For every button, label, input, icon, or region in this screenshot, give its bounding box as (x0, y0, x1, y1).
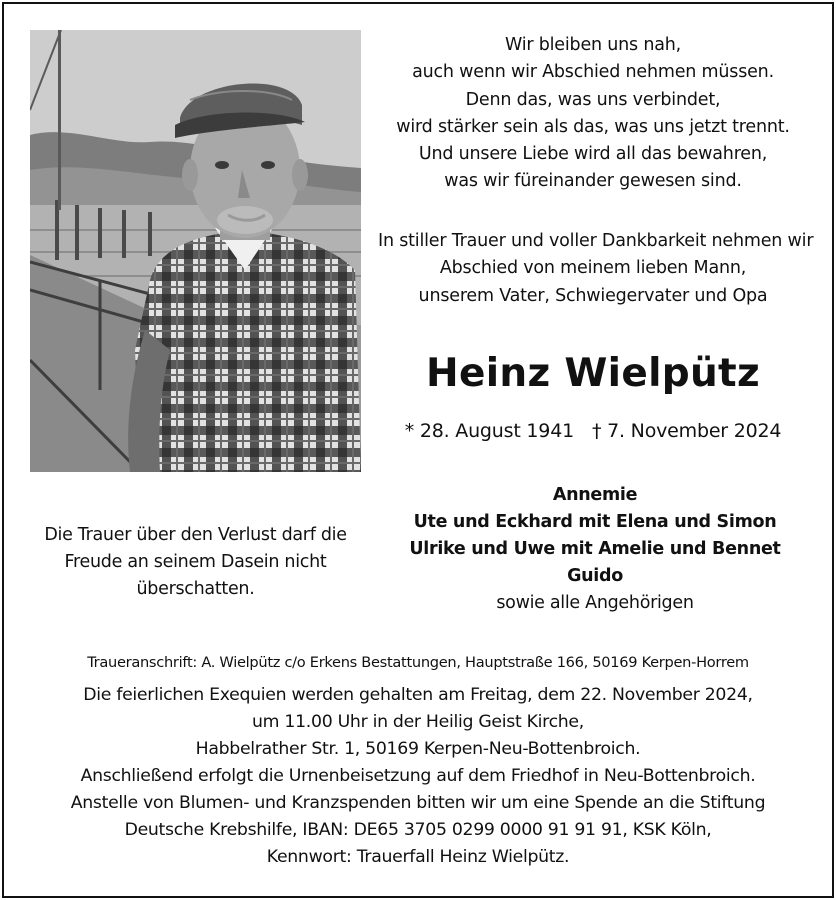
service-line: Habbelrather Str. 1, 50169 Kerpen-Neu-Bottenbroich. (195, 739, 641, 759)
birth-date: * 28. August 1941 (404, 420, 574, 442)
poem-line: Denn das, was uns verbindet, (465, 89, 721, 110)
death-date: † 7. November 2024 (591, 420, 782, 442)
intro-line: Abschied von meinem lieben Mann, (439, 258, 747, 279)
service-line: Anstelle von Blumen- und Kranzspenden bitten wir um eine Spende an die Stiftung (70, 793, 766, 813)
quote-line: Die Trauer über den Verlust darf die (44, 525, 347, 545)
mourner-name: Ute und Eckhard mit Elena und Simon (413, 512, 777, 532)
mourner-name: Ulrike und Uwe mit Amelie und Bennet (409, 539, 781, 559)
poem-line: Wir bleiben uns nah, (505, 35, 681, 55)
mourner-name: Guido (567, 566, 623, 586)
service-line: um 11.00 Uhr in der Heilig Geist Kirche, (252, 712, 584, 732)
service-line: Die feierlichen Exequien werden gehalten am Freitag, dem 22. November 2024, (83, 685, 753, 705)
intro-line: unserem Vater, Schwiegervater und Opa (418, 285, 768, 306)
portrait-photo-icon (30, 30, 361, 472)
mourners-list (400, 482, 790, 617)
quote-line: Freude an seinem Dasein nicht (64, 552, 327, 572)
relatives-line: sowie alle Angehörigen (496, 593, 694, 613)
deceased-name: Heinz Wielpütz (426, 351, 760, 396)
consolation-quote (30, 522, 361, 603)
mourning-address: Traueranschrift: A. Wielpütz c/o Erkens Bestattungen, Hauptstraße 166, 50169 Kerpen-Horrem (87, 654, 749, 671)
service-line: Deutsche Krebshilfe, IBAN: DE65 3705 0299 0000 91 91 91, KSK Köln, (124, 820, 712, 840)
service-line: Anschließend erfolgt die Urnenbeisetzung auf dem Friedhof in Neu-Bottenbroich. (80, 766, 756, 786)
poem (378, 32, 808, 196)
mourner-name: Annemie (552, 485, 638, 505)
intro-line: In stiller Trauer und voller Dankbarkeit nehmen wir (378, 231, 814, 251)
quote-line: überschatten. (136, 579, 255, 599)
service-line: Kennwort: Trauerfall Heinz Wielpütz. (266, 847, 570, 867)
intro-text (378, 228, 814, 310)
poem-line: was wir füreinander gewesen sind. (444, 171, 742, 192)
service-details (20, 682, 816, 871)
portrait-photo (30, 30, 361, 472)
poem-line: auch wenn wir Abschied nehmen müssen. (412, 62, 774, 83)
life-dates (378, 417, 808, 445)
poem-line: wird stärker sein als das, was uns jetzt trennt. (396, 116, 790, 137)
poem-line: Und unsere Liebe wird all das bewahren, (418, 144, 768, 165)
